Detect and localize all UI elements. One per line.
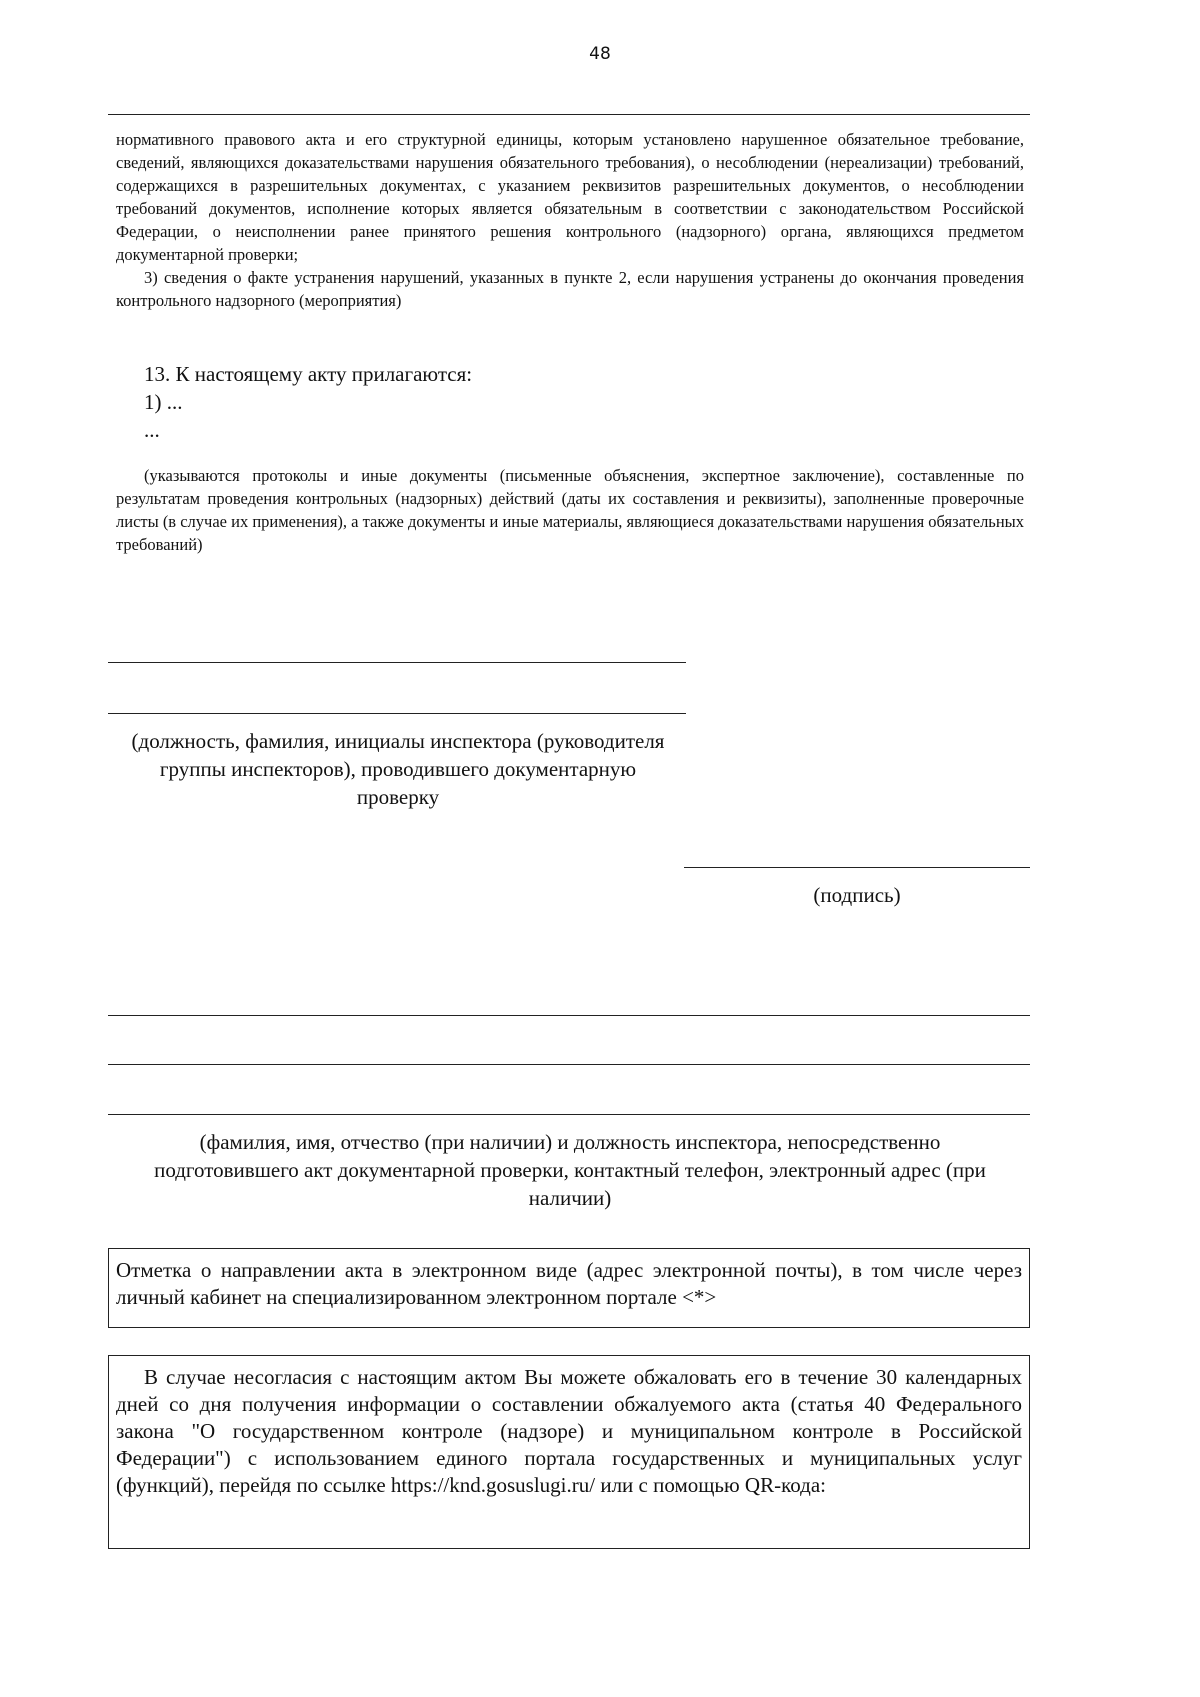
page-number: 48 [589, 44, 611, 64]
electronic-note-text: Отметка о направлении акта в электронном виде (адрес электронной почты), в том числе через личный кабинет на специализированном электронном портале <*> [116, 1258, 1022, 1309]
signature-caption: (подпись) [813, 883, 901, 907]
continuation-block [116, 128, 1024, 312]
inspector-caption: (должность, фамилия, инициалы инспектора (руководителя группы инспекторов), проводившего документарную проверку [131, 729, 665, 809]
signature-line [684, 867, 1030, 868]
inspector-line-1 [108, 662, 686, 663]
top-divider [108, 114, 1030, 115]
appeal-box [108, 1355, 1030, 1549]
appeal-text: В случае несогласия с настоящим актом Вы можете обжаловать его в течение 30 календарных дней со дня получения информации о составлении обжалуемого акта (статья 40 Федерального закона "О государственном контроле (надзоре) и муниципальном контроле в Российской Федерации") с использованием единого портала государственных и муниципальных услуг (функций), перейдя по ссылке https://knd.gosuslugi.ru/ или с помощью QR-кода: [116, 1365, 1022, 1497]
section-13-heading: 13. К настоящему акту прилагаются: [144, 362, 473, 386]
section-13-ellipsis: ... [144, 418, 160, 442]
attachments-note-text: (указываются протоколы и иные документы (письменные объяснения, экспертное заключение), составленные по результатам проведения контрольных (надзорных) действий (даты их составления и реквизиты), заполненные проверочные листы (в случае их применения), а также документы и иные материалы, являющиеся доказательствами нарушения обязательных требований) [116, 466, 1024, 554]
prepared-caption: (фамилия, имя, отчество (при наличии) и должность инспектора, непосредственно подготовившего акт документарной проверки, контактный телефон, электронный адрес (при наличии) [154, 1130, 986, 1210]
section-13 [144, 360, 1024, 444]
prepared-line-3 [108, 1114, 1030, 1115]
continuation-paragraph: нормативного правового акта и его структурной единицы, которым установлено нарушенное обязательное требование, сведений, являющихся доказательствами нарушения обязательного требования), о несоблюдении (нереализации) требований, содержащихся в разрешительных документах, с указанием реквизитов разрешительных документов, о несоблюдении требований документов, исполнение которых является обязательным в соответствии с законодательством Российской Федерации, о неисполнении ранее принятого решения контрольного (надзорного) органа, являющихся предметом документарной проверки; [116, 130, 1024, 264]
electronic-note-box [108, 1248, 1030, 1328]
prepared-line-2 [108, 1064, 1030, 1065]
prepared-line-1 [108, 1015, 1030, 1016]
section-13-item-1: 1) ... [144, 390, 183, 414]
item-3: 3) сведения о факте устранения нарушений, указанных в пункте 2, если нарушения устранены до окончания проведения контрольного надзорного (мероприятия) [116, 268, 1024, 310]
attachments-note [116, 464, 1024, 556]
inspector-line-2 [108, 713, 686, 714]
